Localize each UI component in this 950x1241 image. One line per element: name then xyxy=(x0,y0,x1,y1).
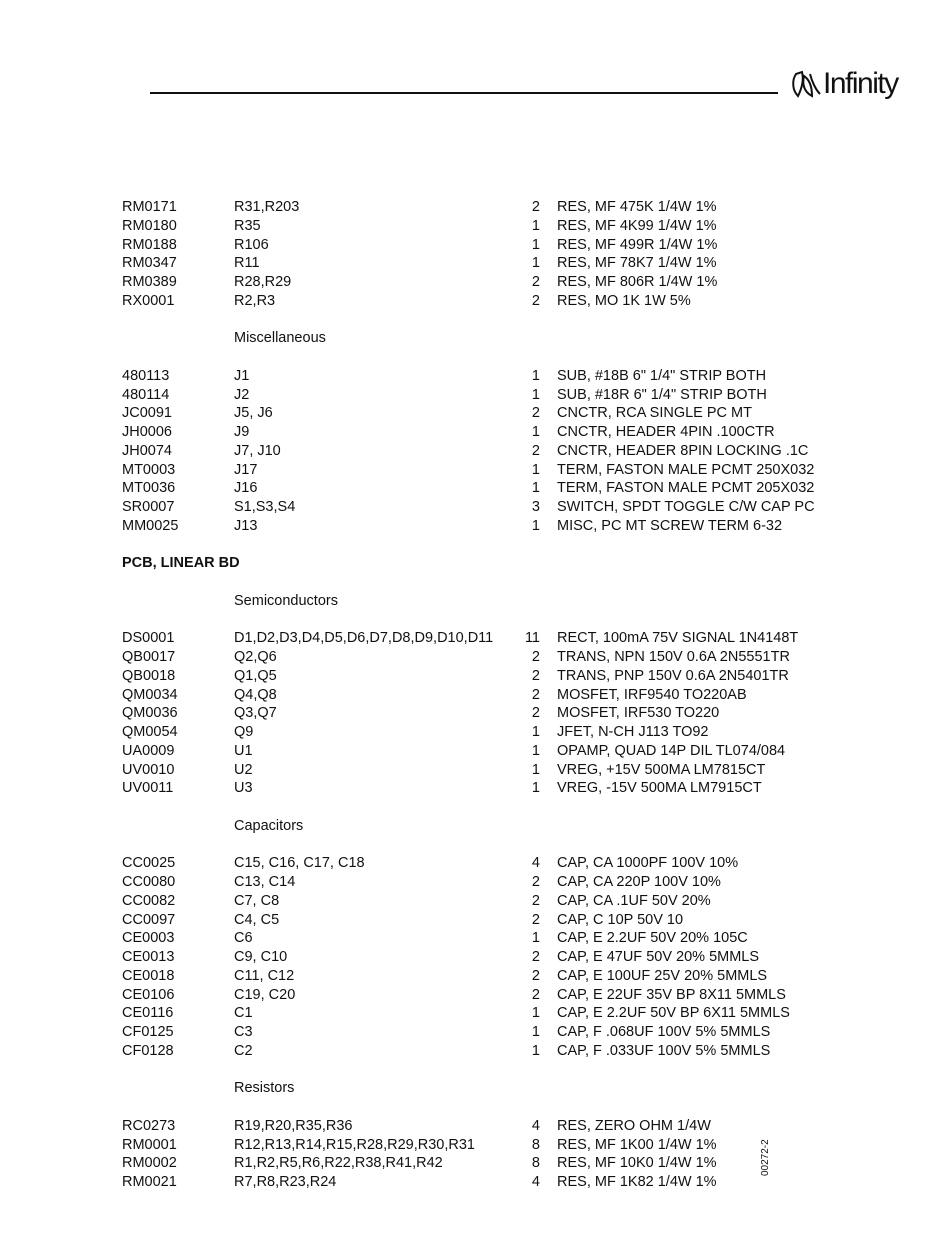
part-number: UV0011 xyxy=(122,780,174,797)
reference-designators: R12,R13,R14,R15,R28,R29,R30,R31 xyxy=(234,1136,475,1153)
quantity: 1 xyxy=(531,1024,540,1040)
quantity: 2 xyxy=(531,667,540,684)
description: JFET, N-CH J113 TO92 xyxy=(557,724,709,740)
reference-designators: R11 xyxy=(234,255,260,272)
category-heading xyxy=(0,1079,950,1098)
spacer xyxy=(0,1192,950,1211)
reference-designators: J7, J10 xyxy=(234,442,281,459)
quantity: 1 xyxy=(531,1005,540,1022)
part-number: QB0018 xyxy=(122,667,176,684)
description: TRANS, PNP 150V 0.6A 2N5401TR xyxy=(557,667,789,684)
part-row xyxy=(0,948,950,967)
part-row xyxy=(0,1004,950,1023)
part-number: QM0034 xyxy=(122,686,178,703)
part-number: UA0009 xyxy=(122,742,175,759)
spacer xyxy=(0,611,950,630)
category-heading-text: Miscellaneous xyxy=(234,330,326,347)
quantity: 2 xyxy=(531,274,540,290)
reference-designators: J17 xyxy=(234,461,258,478)
quantity: 1 xyxy=(531,930,540,947)
part-number: JH0074 xyxy=(122,442,172,459)
description: CNCTR, RCA SINGLE PC MT xyxy=(557,405,752,422)
reference-designators: Q1,Q5 xyxy=(234,667,277,684)
quantity: 1 xyxy=(531,761,540,778)
part-number: 480114 xyxy=(122,386,170,403)
quantity: 11 xyxy=(524,630,540,647)
description: OPAMP, QUAD 14P DIL TL074/084 xyxy=(557,742,786,759)
description: RES, MF 1K00 1/4W 1% xyxy=(557,1136,717,1153)
description: CNCTR, HEADER 8PIN LOCKING .1C xyxy=(557,442,809,459)
description: RES, MF 806R 1/4W 1% xyxy=(557,274,718,290)
quantity: 2 xyxy=(531,199,540,215)
description: CAP, E 22UF 35V BP 8X11 5MMLS xyxy=(557,986,786,1003)
parts-list xyxy=(0,198,950,1211)
quantity: 3 xyxy=(531,499,540,515)
part-number: SR0007 xyxy=(122,499,175,515)
reference-designators: C1 xyxy=(234,1005,253,1022)
spacer xyxy=(0,573,950,592)
document-number: 00272-2 xyxy=(760,1139,771,1176)
category-heading xyxy=(0,817,950,836)
description: SUB, #18B 6" 1/4" STRIP BOTH xyxy=(557,367,767,384)
description: RECT, 100mA 75V SIGNAL 1N4148T xyxy=(557,630,799,647)
quantity: 2 xyxy=(531,292,540,309)
part-row xyxy=(0,911,950,930)
reference-designators: J2 xyxy=(234,386,250,403)
quantity: 4 xyxy=(531,1117,540,1134)
part-row xyxy=(0,761,950,780)
part-number: RM0002 xyxy=(122,1155,177,1172)
reference-designators: C15, C16, C17, C18 xyxy=(234,855,365,872)
reference-designators: C7, C8 xyxy=(234,892,280,909)
part-number: RM0389 xyxy=(122,274,177,290)
part-number: DS0001 xyxy=(122,630,175,647)
quantity: 1 xyxy=(531,480,540,497)
description: MOSFET, IRF9540 TO220AB xyxy=(557,686,747,703)
quantity: 2 xyxy=(531,986,540,1003)
description: MOSFET, IRF530 TO220 xyxy=(557,705,720,722)
category-heading-text: Resistors xyxy=(234,1080,295,1097)
reference-designators: J1 xyxy=(234,367,250,384)
part-number: CF0128 xyxy=(122,1042,174,1059)
reference-designators: C2 xyxy=(234,1042,253,1059)
description: RES, MF 1K82 1/4W 1% xyxy=(557,1174,717,1190)
spacer xyxy=(0,348,950,367)
part-number: CE0013 xyxy=(122,949,175,965)
part-number: CC0025 xyxy=(122,855,176,872)
reference-designators: J5, J6 xyxy=(234,405,273,422)
part-row xyxy=(0,704,950,723)
part-row xyxy=(0,1154,950,1173)
part-row xyxy=(0,498,950,517)
spacer xyxy=(0,311,950,330)
spacer xyxy=(0,1061,950,1080)
part-number: RM0180 xyxy=(122,217,177,234)
part-row xyxy=(0,967,950,986)
reference-designators: Q9 xyxy=(234,724,254,740)
reference-designators: R2,R3 xyxy=(234,292,276,309)
part-row xyxy=(0,367,950,386)
description: RES, MF 499R 1/4W 1% xyxy=(557,236,718,253)
reference-designators: U2 xyxy=(234,761,253,778)
quantity: 2 xyxy=(531,705,540,722)
part-number: RC0273 xyxy=(122,1117,176,1134)
quantity: 1 xyxy=(531,367,540,384)
reference-designators: R1,R2,R5,R6,R22,R38,R41,R42 xyxy=(234,1155,443,1172)
description: CAP, E 47UF 50V 20% 5MMLS xyxy=(557,949,760,965)
description: RES, MF 78K7 1/4W 1% xyxy=(557,255,717,272)
part-row xyxy=(0,442,950,461)
description: SWITCH, SPDT TOGGLE C/W CAP PC xyxy=(557,499,815,515)
reference-designators: R106 xyxy=(234,236,269,253)
part-number: 480113 xyxy=(122,367,170,384)
reference-designators: Q2,Q6 xyxy=(234,649,277,665)
description: RES, MF 10K0 1/4W 1% xyxy=(557,1155,717,1172)
quantity: 1 xyxy=(531,742,540,759)
part-row xyxy=(0,1042,950,1061)
part-row xyxy=(0,461,950,480)
section-heading-text: PCB, LINEAR BD xyxy=(122,555,240,572)
quantity: 1 xyxy=(531,1042,540,1059)
part-number: CE0116 xyxy=(122,1005,174,1022)
part-number: MM0025 xyxy=(122,517,179,534)
quantity: 2 xyxy=(531,967,540,984)
quantity: 1 xyxy=(531,780,540,797)
reference-designators: S1,S3,S4 xyxy=(234,499,296,515)
description: RES, MO 1K 1W 5% xyxy=(557,292,691,309)
category-heading xyxy=(0,592,950,611)
part-number: MT0003 xyxy=(122,461,176,478)
quantity: 2 xyxy=(531,405,540,422)
part-row xyxy=(0,292,950,311)
reference-designators: R7,R8,R23,R24 xyxy=(234,1174,337,1190)
description: MISC, PC MT SCREW TERM 6-32 xyxy=(557,517,783,534)
quantity: 2 xyxy=(531,686,540,703)
part-number: RM0188 xyxy=(122,236,177,253)
part-number: RM0347 xyxy=(122,255,177,272)
part-row xyxy=(0,648,950,667)
reference-designators: R35 xyxy=(234,217,261,234)
quantity: 8 xyxy=(531,1136,540,1153)
part-row xyxy=(0,273,950,292)
part-row xyxy=(0,629,950,648)
spacer xyxy=(0,836,950,855)
quantity: 4 xyxy=(531,855,540,872)
quantity: 2 xyxy=(531,892,540,909)
part-row xyxy=(0,723,950,742)
part-row xyxy=(0,854,950,873)
reference-designators: C6 xyxy=(234,930,253,947)
reference-designators: C9, C10 xyxy=(234,949,288,965)
description: TERM, FASTON MALE PCMT 250X032 xyxy=(557,461,815,478)
spacer xyxy=(0,1098,950,1117)
part-row xyxy=(0,779,950,798)
quantity: 4 xyxy=(531,1174,540,1190)
part-number: CC0097 xyxy=(122,911,176,928)
description: CAP, E 2.2UF 50V 20% 105C xyxy=(557,930,748,947)
part-number: CC0080 xyxy=(122,874,176,890)
part-row xyxy=(0,198,950,217)
quantity: 2 xyxy=(531,649,540,665)
category-heading-text: Semiconductors xyxy=(234,592,338,609)
description: VREG, -15V 500MA LM7915CT xyxy=(557,780,762,797)
reference-designators: J9 xyxy=(234,424,250,440)
part-row xyxy=(0,404,950,423)
part-row xyxy=(0,236,950,255)
part-row xyxy=(0,873,950,892)
reference-designators: Q4,Q8 xyxy=(234,686,277,703)
quantity: 1 xyxy=(531,217,540,234)
part-row xyxy=(0,1023,950,1042)
part-row xyxy=(0,892,950,911)
part-row xyxy=(0,479,950,498)
quantity: 1 xyxy=(531,724,540,740)
part-number: RM0021 xyxy=(122,1174,177,1190)
description: TERM, FASTON MALE PCMT 205X032 xyxy=(557,480,815,497)
description: SUB, #18R 6" 1/4" STRIP BOTH xyxy=(557,386,767,403)
description: RES, MF 4K99 1/4W 1% xyxy=(557,217,717,234)
part-row xyxy=(0,423,950,442)
part-row xyxy=(0,929,950,948)
part-number: QM0054 xyxy=(122,724,178,740)
quantity: 1 xyxy=(531,424,540,440)
part-row xyxy=(0,986,950,1005)
part-row xyxy=(0,386,950,405)
part-number: QM0036 xyxy=(122,705,178,722)
part-number: RM0171 xyxy=(122,199,177,215)
part-row xyxy=(0,1117,950,1136)
reference-designators: U3 xyxy=(234,780,253,797)
description: CAP, CA 1000PF 100V 10% xyxy=(557,855,739,872)
part-number: JH0006 xyxy=(122,424,172,440)
header-rule xyxy=(150,92,778,94)
reference-designators: U1 xyxy=(234,742,253,759)
quantity: 1 xyxy=(531,255,540,272)
description: RES, ZERO OHM 1/4W xyxy=(557,1117,711,1134)
part-row xyxy=(0,254,950,273)
part-number: CC0082 xyxy=(122,892,176,909)
description: VREG, +15V 500MA LM7815CT xyxy=(557,761,766,778)
description: TRANS, NPN 150V 0.6A 2N5551TR xyxy=(557,649,790,665)
spacer xyxy=(0,536,950,555)
quantity: 1 xyxy=(531,461,540,478)
part-row xyxy=(0,742,950,761)
reference-designators: C3 xyxy=(234,1024,253,1040)
description: CAP, C 10P 50V 10 xyxy=(557,911,684,928)
description: CAP, E 2.2UF 50V BP 6X11 5MMLS xyxy=(557,1005,790,1022)
part-row xyxy=(0,686,950,705)
part-number: RX0001 xyxy=(122,292,175,309)
description: CNCTR, HEADER 4PIN .100CTR xyxy=(557,424,775,440)
category-heading-text: Capacitors xyxy=(234,817,304,834)
reference-designators: C4, C5 xyxy=(234,911,280,928)
description: CAP, CA 220P 100V 10% xyxy=(557,874,721,890)
part-row xyxy=(0,517,950,536)
part-number: CE0018 xyxy=(122,967,175,984)
part-row xyxy=(0,1173,950,1192)
quantity: 8 xyxy=(531,1155,540,1172)
reference-designators: R19,R20,R35,R36 xyxy=(234,1117,353,1134)
part-number: CE0003 xyxy=(122,930,175,947)
description: CAP, CA .1UF 50V 20% xyxy=(557,892,711,909)
quantity: 1 xyxy=(531,236,540,253)
part-row xyxy=(0,1136,950,1155)
part-number: RM0001 xyxy=(122,1136,177,1153)
part-number: CF0125 xyxy=(122,1024,174,1040)
quantity: 2 xyxy=(531,949,540,965)
description: CAP, F .068UF 100V 5% 5MMLS xyxy=(557,1024,771,1040)
quantity: 2 xyxy=(531,442,540,459)
reference-designators: D1,D2,D3,D4,D5,D6,D7,D8,D9,D10,D11 xyxy=(234,630,494,647)
reference-designators: Q3,Q7 xyxy=(234,705,277,722)
quantity: 2 xyxy=(531,874,540,890)
spacer xyxy=(0,798,950,817)
category-heading xyxy=(0,329,950,348)
quantity: 1 xyxy=(531,386,540,403)
section-heading xyxy=(0,554,950,573)
reference-designators: C19, C20 xyxy=(234,986,296,1003)
part-number: QB0017 xyxy=(122,649,176,665)
part-number: JC0091 xyxy=(122,405,172,422)
part-row xyxy=(0,667,950,686)
reference-designators: C11, C12 xyxy=(234,967,295,984)
brand-logo-text: Infinity xyxy=(823,67,898,100)
description: CAP, F .033UF 100V 5% 5MMLS xyxy=(557,1042,771,1059)
description: RES, MF 475K 1/4W 1% xyxy=(557,199,717,215)
description: CAP, E 100UF 25V 20% 5MMLS xyxy=(557,967,768,984)
reference-designators: J16 xyxy=(234,480,258,497)
reference-designators: J13 xyxy=(234,517,258,534)
part-number: CE0106 xyxy=(122,986,175,1003)
reference-designators: C13, C14 xyxy=(234,874,296,890)
part-number: MT0036 xyxy=(122,480,176,497)
part-number: UV0010 xyxy=(122,761,175,778)
part-row xyxy=(0,217,950,236)
quantity: 1 xyxy=(531,517,540,534)
reference-designators: R28,R29 xyxy=(234,274,292,290)
reference-designators: R31,R203 xyxy=(234,199,300,215)
quantity: 2 xyxy=(531,911,540,928)
